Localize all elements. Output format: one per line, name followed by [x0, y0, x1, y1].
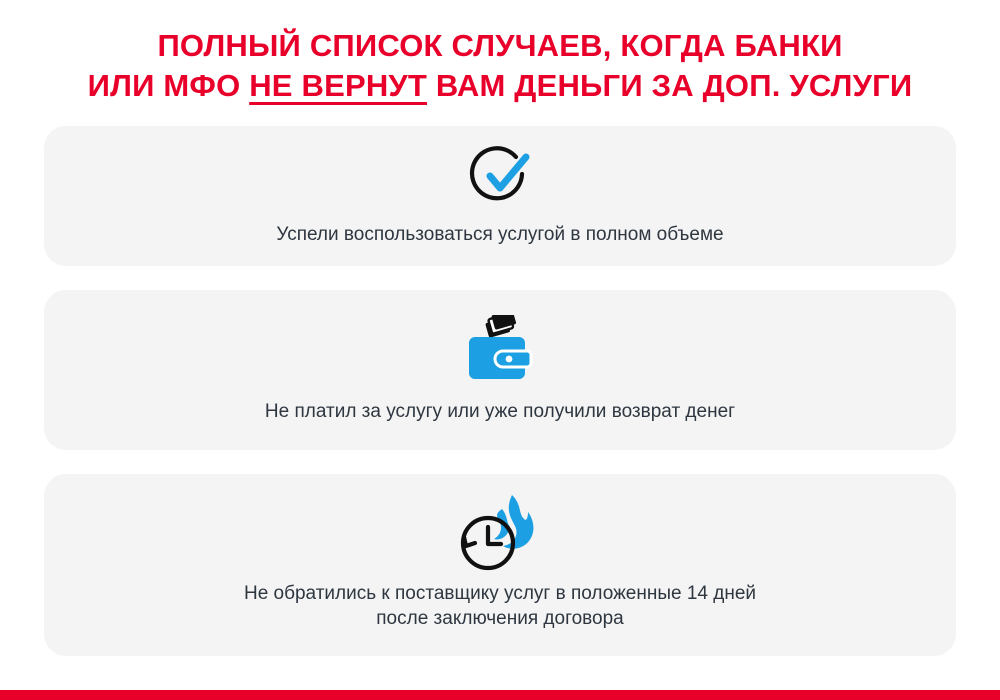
- check-circle-icon: [464, 144, 536, 210]
- card-caption: Успели воспользоваться услугой в полном объеме: [276, 223, 724, 245]
- title-line-2-part1: ИЛИ МФО: [87, 68, 250, 103]
- cards-list: [44, 126, 956, 656]
- card-caption: Не платил за услугу или уже получили возврат денег: [264, 400, 736, 422]
- page-title: [44, 0, 956, 106]
- card-item: [44, 290, 956, 450]
- card-item: [44, 126, 956, 266]
- wallet-icon: [459, 315, 541, 387]
- card-item: [44, 474, 956, 656]
- clock-fire-icon: [450, 497, 550, 569]
- card-caption-line-2: после заключения договора: [376, 608, 624, 629]
- title-highlight: НЕ ВЕРНУТ: [249, 68, 428, 103]
- card-caption: [244, 581, 756, 631]
- card-caption-line-1: Не обратились к поставщику услуг в положенные 14 дней: [243, 583, 757, 604]
- title-line-1: ПОЛНЫЙ СПИСОК СЛУЧАЕВ, КОГДА БАНКИ: [157, 28, 843, 63]
- title-line-2-part2: ВАМ ДЕНЬГИ ЗА ДОП. УСЛУГИ: [427, 68, 913, 103]
- title-line-2: [44, 66, 956, 106]
- bottom-accent-bar: [0, 690, 1000, 700]
